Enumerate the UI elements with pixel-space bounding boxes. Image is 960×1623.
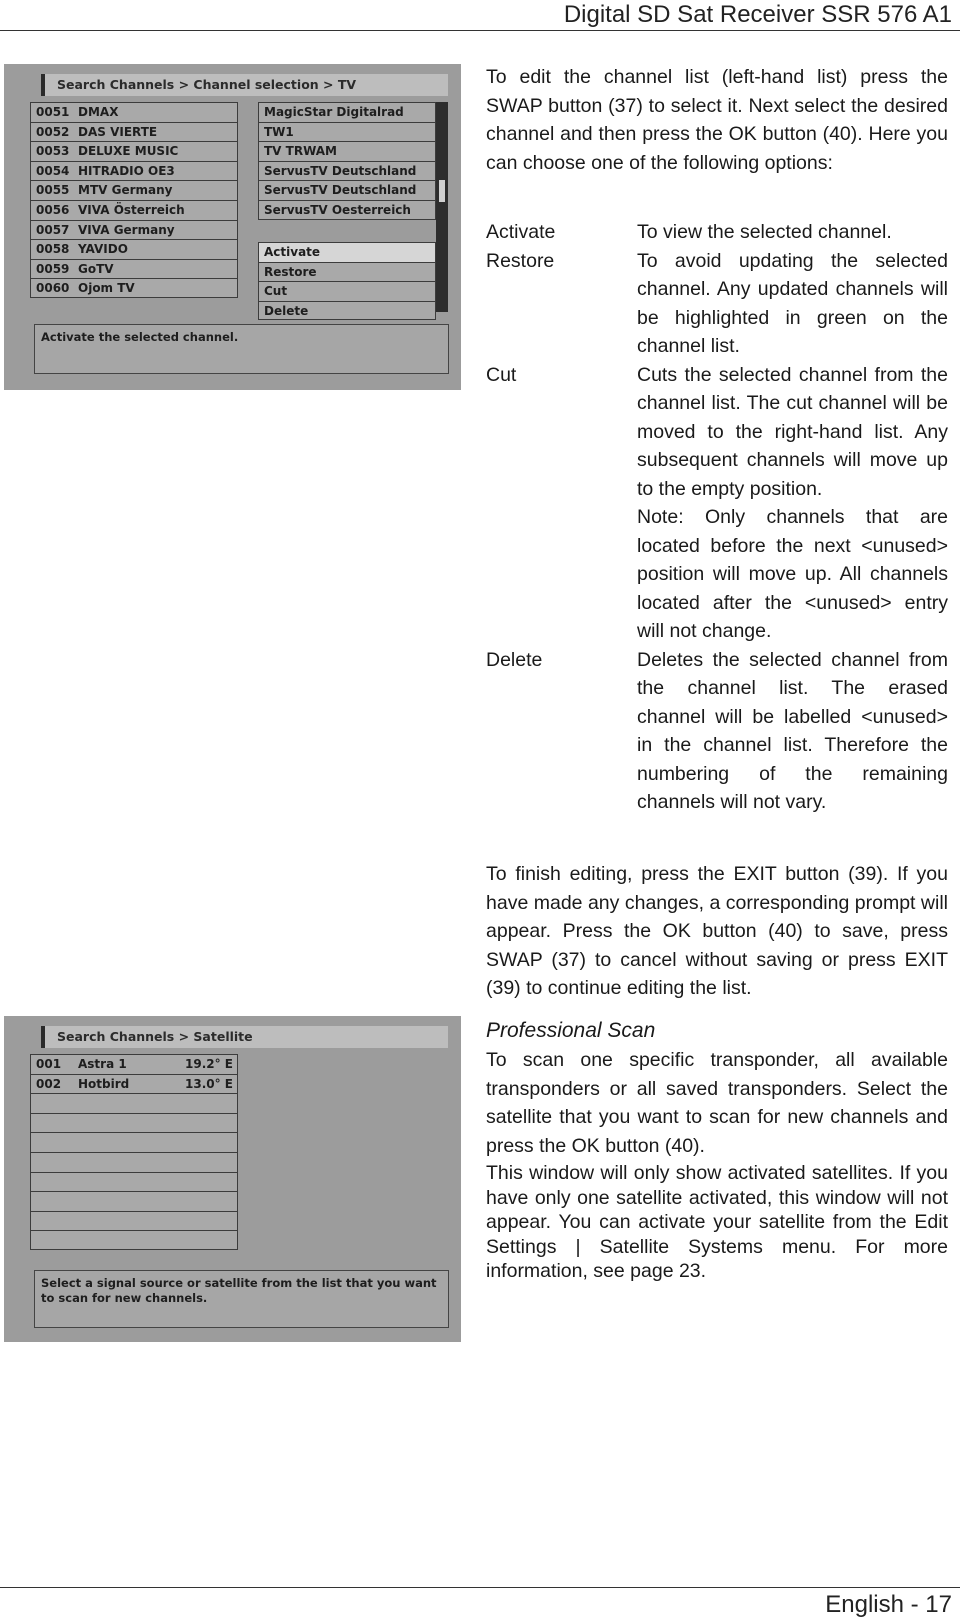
options-list bbox=[486, 218, 948, 817]
channel-row: TW1 bbox=[258, 122, 436, 142]
screen-title: Search Channels > Satellite bbox=[41, 1026, 448, 1048]
channel-list-right bbox=[258, 102, 436, 220]
channel-list-left bbox=[30, 102, 238, 298]
satellite-screenshot bbox=[4, 1016, 461, 1342]
option-term: Delete bbox=[486, 648, 543, 671]
option-description bbox=[637, 646, 948, 817]
option-term: Activate bbox=[486, 221, 556, 243]
channel-row bbox=[30, 161, 238, 181]
channel-name: VIVA Österreich bbox=[78, 202, 185, 217]
channel-row bbox=[30, 102, 238, 122]
satellite-name: Hotbird bbox=[78, 1076, 130, 1091]
page-footer bbox=[0, 1587, 960, 1623]
option-description-paragraph: Cuts the selected channel from the channel list. The cut channel will be moved to the right-hand list. Any subsequent channels will move up to the empty position. bbox=[637, 363, 948, 500]
satellite-position: 13.0° E bbox=[185, 1076, 233, 1091]
scroll-thumb bbox=[439, 180, 445, 202]
satellite-position: 19.2° E bbox=[185, 1057, 233, 1071]
option-item bbox=[486, 361, 948, 646]
screen-title: Search Channels > Channel selection > TV bbox=[41, 74, 448, 96]
channel-name: MTV Germany bbox=[78, 183, 173, 198]
satellite-row bbox=[30, 1074, 238, 1094]
empty-row bbox=[30, 1113, 238, 1133]
option-description-paragraph: To view the selected channel. bbox=[637, 221, 892, 243]
channel-selection-screenshot bbox=[4, 64, 461, 390]
option-item bbox=[486, 646, 948, 817]
channel-row bbox=[30, 200, 238, 220]
option-description bbox=[637, 247, 948, 361]
satellite-list bbox=[30, 1054, 238, 1250]
professional-scan-section bbox=[486, 1017, 948, 1284]
intro-paragraph bbox=[486, 63, 948, 177]
channel-row: ServusTV Oesterreich bbox=[258, 200, 436, 220]
channel-name: Ojom TV bbox=[78, 281, 135, 296]
finish-text: To finish editing, press the EXIT button (39). If you have made any changes, a corresponding prompt will appear. Press the OK button (40) to save, press SWAP (37) to cancel without saving or press EXIT (39) to continue editing the list. bbox=[486, 863, 948, 999]
empty-row bbox=[30, 1093, 238, 1113]
channel-row bbox=[30, 220, 238, 240]
channel-row bbox=[30, 239, 238, 259]
empty-row bbox=[30, 1152, 238, 1172]
option-term: Restore bbox=[486, 249, 555, 272]
option-description-paragraph: To avoid updating the selected channel. Any updated channels will be highlighted in green on the channel list. bbox=[637, 249, 948, 357]
page-header bbox=[0, 0, 960, 31]
satellite-number: 001 bbox=[36, 1057, 62, 1071]
channel-row: MagicStar Digitalrad bbox=[258, 102, 436, 122]
menu-item-restore: Restore bbox=[258, 262, 436, 282]
finish-paragraph bbox=[486, 860, 948, 1003]
channel-name: DMAX bbox=[78, 105, 119, 119]
channel-row bbox=[30, 180, 238, 200]
option-term: Cut bbox=[486, 363, 517, 386]
option-description-paragraph: Note: Only channels that are located before the next <unused> position will move up. All channels located after the <unused> entry will not change. bbox=[637, 506, 948, 642]
empty-row bbox=[30, 1191, 238, 1211]
channel-name: DAS VIERTE bbox=[78, 124, 158, 139]
section-heading: Professional Scan bbox=[486, 1019, 656, 1042]
channel-number: 0054 bbox=[36, 163, 70, 178]
option-description-paragraph: Deletes the selected channel from the channel list. The erased channel will be labelled <unused> in the channel list. Therefore the numbering of the remaining channels will not vary. bbox=[637, 648, 948, 813]
empty-row bbox=[30, 1132, 238, 1152]
header-title: Digital SD Sat Receiver SSR 576 A1 bbox=[563, 1, 952, 28]
empty-row bbox=[30, 1172, 238, 1192]
empty-row bbox=[30, 1211, 238, 1231]
section-para-1: To scan one specific transponder, all available transponders or all saved transponders. Select the satellite that you want to scan for new channels and press the OK button (40). bbox=[486, 1049, 948, 1157]
channel-name: HITRADIO OE3 bbox=[78, 163, 175, 178]
scrollbar bbox=[436, 102, 448, 312]
option-item bbox=[486, 218, 948, 247]
section-para-2: This window will only show activated satellites. If you have only one satellite activated, this window will not appear. You can activate your satellite from the Edit Settings | Satellite Systems menu. For more information, see page 23. bbox=[486, 1162, 948, 1282]
channel-name: VIVA Germany bbox=[78, 222, 175, 237]
empty-row bbox=[30, 1230, 238, 1250]
option-description bbox=[637, 218, 948, 247]
channel-number: 0055 bbox=[36, 183, 70, 198]
option-item bbox=[486, 247, 948, 361]
channel-row bbox=[30, 141, 238, 161]
options-menu bbox=[258, 242, 436, 320]
channel-row: ServusTV Deutschland bbox=[258, 180, 436, 200]
channel-name: DELUXE MUSIC bbox=[78, 144, 179, 159]
channel-row bbox=[30, 259, 238, 279]
satellite-row bbox=[30, 1054, 238, 1074]
channel-row bbox=[30, 122, 238, 142]
menu-item-activate: Activate bbox=[258, 242, 436, 262]
page-number: English - 17 bbox=[825, 1591, 952, 1618]
channel-number: 0051 bbox=[36, 105, 70, 119]
option-description bbox=[637, 361, 948, 646]
channel-name: YAVIDO bbox=[78, 242, 128, 257]
menu-item-cut: Cut bbox=[258, 281, 436, 301]
channel-row: ServusTV Deutschland bbox=[258, 161, 436, 181]
channel-number: 0060 bbox=[36, 281, 70, 296]
channel-number: 0056 bbox=[36, 202, 70, 217]
channel-number: 0058 bbox=[36, 242, 70, 257]
menu-item-delete: Delete bbox=[258, 301, 436, 321]
channel-number: 0057 bbox=[36, 222, 70, 237]
help-text: Select a signal source or satellite from the list that you want to scan for new channels. bbox=[34, 1270, 449, 1328]
satellite-number: 002 bbox=[36, 1076, 62, 1091]
channel-row: TV TRWAM bbox=[258, 141, 436, 161]
intro-text: To edit the channel list (left-hand list) press the SWAP button (37) to select it. Next select the desired channel and then press the OK button (40). Here you can choose one of the following options: bbox=[486, 66, 948, 174]
channel-number: 0052 bbox=[36, 124, 70, 139]
channel-number: 0059 bbox=[36, 261, 70, 276]
satellite-name: Astra 1 bbox=[78, 1057, 127, 1071]
channel-name: GoTV bbox=[78, 261, 114, 276]
channel-row bbox=[30, 278, 238, 298]
channel-number: 0053 bbox=[36, 144, 70, 159]
help-text: Activate the selected channel. bbox=[34, 324, 449, 374]
